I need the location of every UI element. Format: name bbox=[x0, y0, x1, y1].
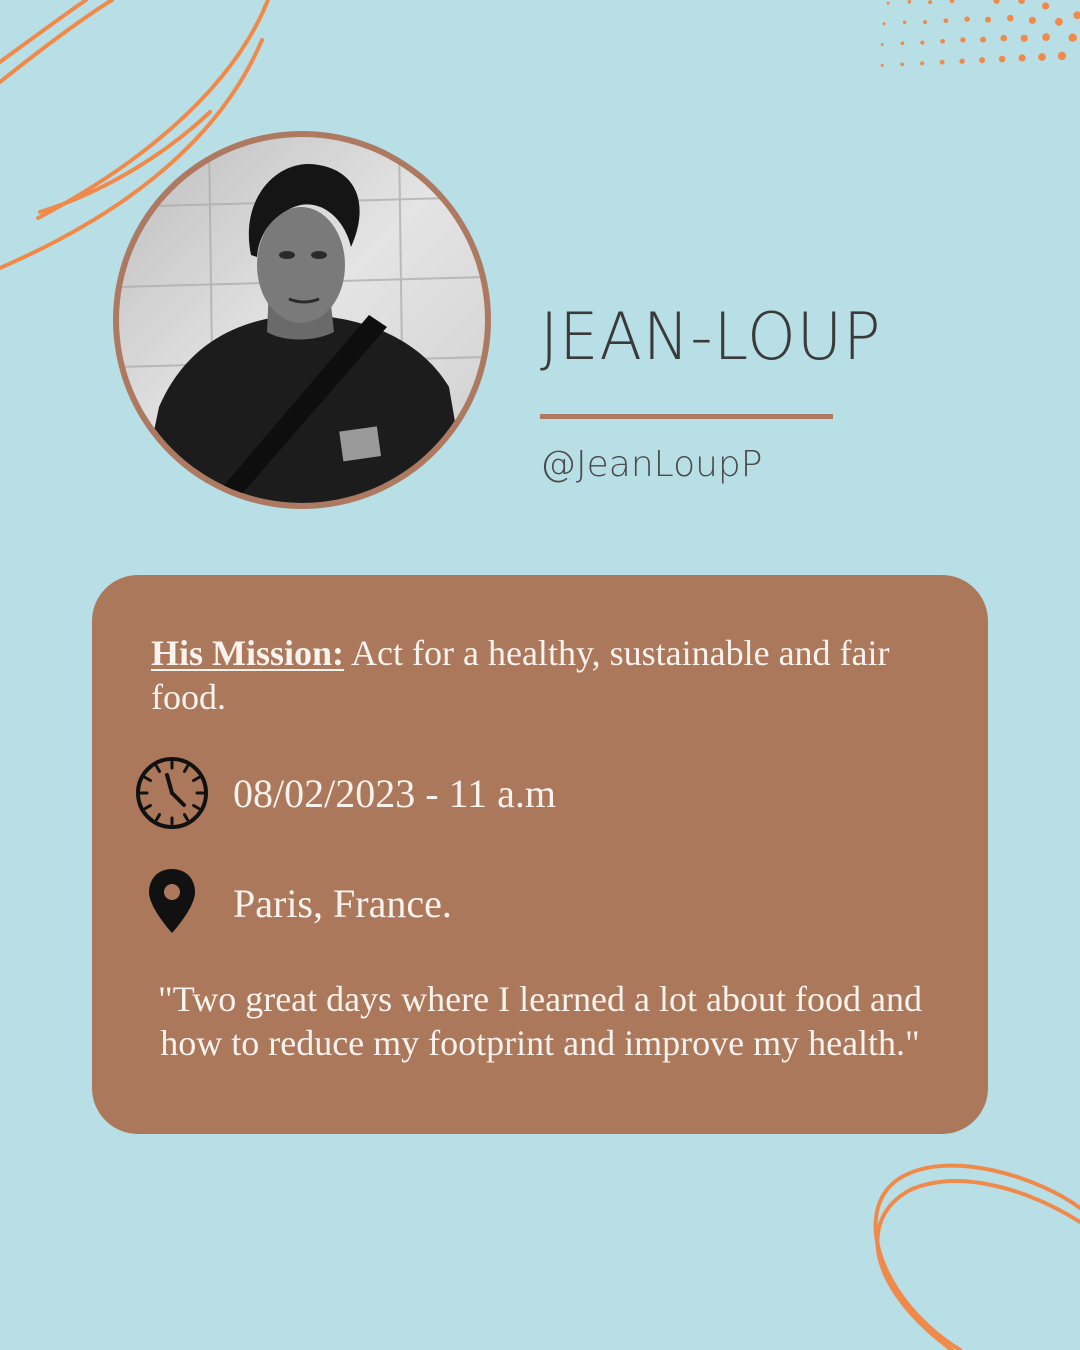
mission-text: Act for a healthy, sustainable and fair food. bbox=[151, 633, 890, 717]
info-card bbox=[92, 575, 988, 1134]
mission-statement bbox=[151, 631, 931, 719]
decorative-dots-top-right bbox=[850, 0, 1080, 290]
portrait-photo bbox=[119, 137, 485, 503]
map-pin-icon bbox=[134, 865, 210, 941]
name-divider bbox=[540, 414, 833, 419]
datetime-row bbox=[134, 755, 556, 831]
decorative-swirl-bottom-right bbox=[840, 1150, 1080, 1350]
location-row bbox=[134, 865, 452, 941]
avatar bbox=[119, 137, 485, 503]
profile-handle: @JeanLoupP bbox=[540, 444, 763, 485]
avatar-frame bbox=[113, 131, 491, 509]
mission-label: His Mission: bbox=[151, 633, 345, 673]
event-location: Paris, France. bbox=[233, 880, 452, 926]
profile-name: JEAN-LOUP bbox=[540, 298, 882, 375]
clock-icon bbox=[134, 755, 210, 831]
testimonial-quote: "Two great days where I learned a lot about food and how to reduce my footprint and improve my health." bbox=[158, 979, 922, 1063]
event-datetime: 08/02/2023 - 11 a.m bbox=[233, 770, 556, 816]
